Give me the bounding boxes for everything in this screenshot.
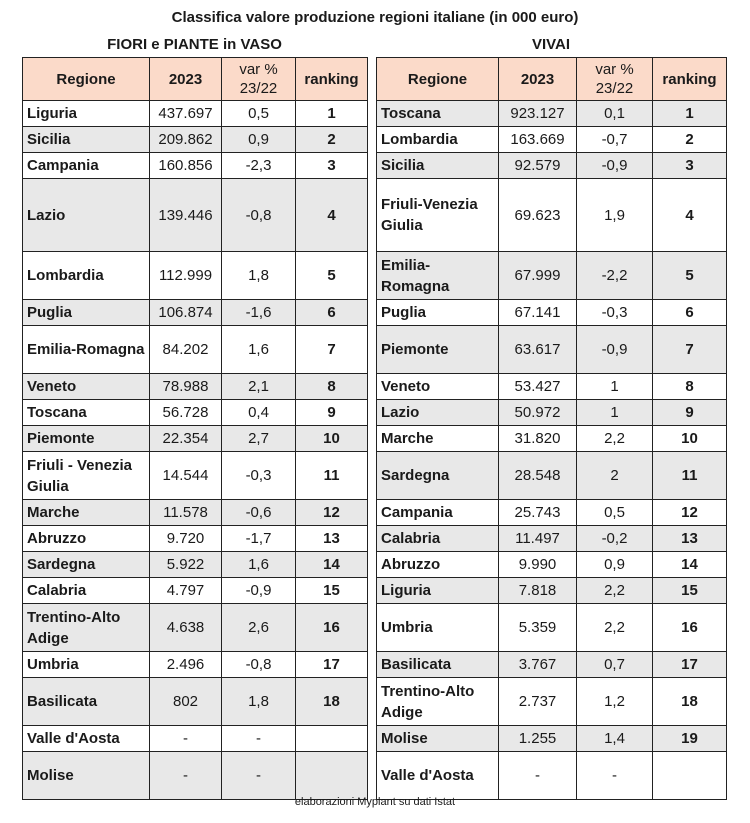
- table-row: [23, 752, 368, 800]
- region-cell: Calabria: [377, 526, 499, 552]
- table-row: [23, 426, 368, 452]
- table-row: [377, 752, 727, 800]
- region-cell: Puglia: [23, 300, 150, 326]
- var-cell: -0,9: [577, 153, 653, 179]
- rank-cell: 6: [653, 300, 727, 326]
- value-cell: 11.497: [499, 526, 577, 552]
- table-row: [377, 604, 727, 652]
- region-cell: Sicilia: [23, 127, 150, 153]
- region-cell: Piemonte: [23, 426, 150, 452]
- value-cell: 163.669: [499, 127, 577, 153]
- var-cell: -0,9: [577, 326, 653, 374]
- value-cell: 56.728: [150, 400, 222, 426]
- rank-cell: 19: [653, 726, 727, 752]
- region-cell: Calabria: [23, 578, 150, 604]
- table-row: [23, 179, 368, 252]
- header-ranking: ranking: [296, 58, 368, 101]
- region-cell: Trentino-Alto Adige: [377, 678, 499, 726]
- var-cell: 1: [577, 400, 653, 426]
- value-cell: 92.579: [499, 153, 577, 179]
- value-cell: 14.544: [150, 452, 222, 500]
- value-cell: 802: [150, 678, 222, 726]
- value-cell: 22.354: [150, 426, 222, 452]
- rank-cell: 2: [653, 127, 727, 153]
- var-cell: 0,9: [577, 552, 653, 578]
- rank-cell: 15: [296, 578, 368, 604]
- value-cell: -: [150, 726, 222, 752]
- rank-cell: 4: [296, 179, 368, 252]
- rank-cell: 12: [653, 500, 727, 526]
- rank-cell: 14: [296, 552, 368, 578]
- rank-cell: 8: [653, 374, 727, 400]
- value-cell: 11.578: [150, 500, 222, 526]
- value-cell: -: [499, 752, 577, 800]
- table-row: [23, 101, 368, 127]
- rank-cell: 12: [296, 500, 368, 526]
- table-row: [23, 578, 368, 604]
- page-title: Classifica valore produzione regioni italiane (in 000 euro): [171, 9, 579, 26]
- var-cell: -0,2: [577, 526, 653, 552]
- table-row: [377, 500, 727, 526]
- rank-cell: 5: [653, 252, 727, 300]
- region-cell: Lazio: [377, 400, 499, 426]
- header-var: [222, 58, 296, 101]
- var-cell: 1,4: [577, 726, 653, 752]
- rank-cell: 6: [296, 300, 368, 326]
- value-cell: 53.427: [499, 374, 577, 400]
- var-cell: -: [222, 752, 296, 800]
- region-cell: Umbria: [377, 604, 499, 652]
- var-cell: 1: [577, 374, 653, 400]
- header-year: 2023: [499, 58, 577, 101]
- rank-cell: [296, 726, 368, 752]
- var-cell: -0,8: [222, 652, 296, 678]
- header-var-line2: 23/22: [239, 80, 278, 97]
- value-cell: 4.638: [150, 604, 222, 652]
- var-cell: -1,7: [222, 526, 296, 552]
- rank-cell: 16: [296, 604, 368, 652]
- region-cell: Umbria: [23, 652, 150, 678]
- header-region: Regione: [377, 58, 499, 101]
- value-cell: 3.767: [499, 652, 577, 678]
- var-cell: 2,2: [577, 604, 653, 652]
- table-row: [377, 552, 727, 578]
- var-cell: 0,5: [577, 500, 653, 526]
- table-row: [377, 726, 727, 752]
- rank-cell: 3: [296, 153, 368, 179]
- rank-cell: [653, 752, 727, 800]
- var-cell: -0,8: [222, 179, 296, 252]
- vivai-table: [376, 57, 727, 800]
- table-row: [377, 101, 727, 127]
- source-footer: elaborazioni Myplant su dati Istat: [294, 796, 456, 808]
- rank-cell: 17: [653, 652, 727, 678]
- value-cell: 84.202: [150, 326, 222, 374]
- var-cell: -2,3: [222, 153, 296, 179]
- rank-cell: 7: [296, 326, 368, 374]
- var-cell: 2,6: [222, 604, 296, 652]
- region-cell: Molise: [377, 726, 499, 752]
- table-row: [23, 500, 368, 526]
- region-cell: Sardegna: [23, 552, 150, 578]
- table-row: [23, 300, 368, 326]
- value-cell: 50.972: [499, 400, 577, 426]
- var-cell: -0,6: [222, 500, 296, 526]
- value-cell: 160.856: [150, 153, 222, 179]
- table-row: [377, 300, 727, 326]
- rank-cell: 7: [653, 326, 727, 374]
- region-cell: Marche: [23, 500, 150, 526]
- var-cell: 1,8: [222, 252, 296, 300]
- region-cell: Sicilia: [377, 153, 499, 179]
- rank-cell: 13: [653, 526, 727, 552]
- header-row: [23, 58, 368, 101]
- region-cell: Emilia-Romagna: [23, 326, 150, 374]
- value-cell: 25.743: [499, 500, 577, 526]
- var-cell: 0,1: [577, 101, 653, 127]
- table-row: [23, 326, 368, 374]
- table-row: [23, 604, 368, 652]
- header-var-line1: var %: [595, 61, 634, 78]
- table-row: [377, 678, 727, 726]
- value-cell: 5.922: [150, 552, 222, 578]
- var-cell: -0,3: [222, 452, 296, 500]
- left-table-subtitle: FIORI e PIANTE in VASO: [107, 36, 282, 53]
- header-var-line2: 23/22: [595, 80, 634, 97]
- rank-cell: 1: [296, 101, 368, 127]
- region-cell: Basilicata: [377, 652, 499, 678]
- region-cell: Toscana: [23, 400, 150, 426]
- var-cell: 1,6: [222, 326, 296, 374]
- table-row: [23, 400, 368, 426]
- rank-cell: 10: [296, 426, 368, 452]
- region-cell: Emilia-Romagna: [377, 252, 499, 300]
- region-cell: Valle d'Aosta: [23, 726, 150, 752]
- region-cell: Veneto: [23, 374, 150, 400]
- region-cell: Friuli-Venezia Giulia: [377, 179, 499, 252]
- value-cell: 112.999: [150, 252, 222, 300]
- value-cell: 67.141: [499, 300, 577, 326]
- value-cell: 1.255: [499, 726, 577, 752]
- region-cell: Toscana: [377, 101, 499, 127]
- rank-cell: 2: [296, 127, 368, 153]
- region-cell: Marche: [377, 426, 499, 452]
- region-cell: Veneto: [377, 374, 499, 400]
- var-cell: 2,2: [577, 578, 653, 604]
- value-cell: 7.818: [499, 578, 577, 604]
- header-region: Regione: [23, 58, 150, 101]
- region-cell: Basilicata: [23, 678, 150, 726]
- value-cell: 28.548: [499, 452, 577, 500]
- rank-cell: 1: [653, 101, 727, 127]
- var-cell: 1,2: [577, 678, 653, 726]
- rank-cell: 5: [296, 252, 368, 300]
- var-cell: -: [577, 752, 653, 800]
- var-cell: 2,7: [222, 426, 296, 452]
- region-cell: Lazio: [23, 179, 150, 252]
- table-row: [377, 179, 727, 252]
- table-row: [377, 127, 727, 153]
- rank-cell: 16: [653, 604, 727, 652]
- rank-cell: 8: [296, 374, 368, 400]
- table-row: [23, 452, 368, 500]
- var-cell: 2: [577, 452, 653, 500]
- header-var-line1: var %: [239, 61, 278, 78]
- table-row: [377, 326, 727, 374]
- value-cell: 78.988: [150, 374, 222, 400]
- var-cell: 2,1: [222, 374, 296, 400]
- rank-cell: [296, 752, 368, 800]
- table-row: [377, 153, 727, 179]
- var-cell: -0,3: [577, 300, 653, 326]
- var-cell: 1,8: [222, 678, 296, 726]
- var-cell: 1,9: [577, 179, 653, 252]
- table-row: [23, 127, 368, 153]
- rank-cell: 9: [296, 400, 368, 426]
- var-cell: -0,9: [222, 578, 296, 604]
- region-cell: Lombardia: [23, 252, 150, 300]
- table-row: [377, 452, 727, 500]
- var-cell: -2,2: [577, 252, 653, 300]
- value-cell: 209.862: [150, 127, 222, 153]
- var-cell: -1,6: [222, 300, 296, 326]
- region-cell: Piemonte: [377, 326, 499, 374]
- table-row: [23, 726, 368, 752]
- value-cell: 9.720: [150, 526, 222, 552]
- table-row: [23, 252, 368, 300]
- value-cell: 9.990: [499, 552, 577, 578]
- rank-cell: 3: [653, 153, 727, 179]
- region-cell: Trentino-Alto Adige: [23, 604, 150, 652]
- var-cell: 2,2: [577, 426, 653, 452]
- header-ranking: ranking: [653, 58, 727, 101]
- value-cell: 2.496: [150, 652, 222, 678]
- var-cell: 0,5: [222, 101, 296, 127]
- rank-cell: 11: [296, 452, 368, 500]
- var-cell: -: [222, 726, 296, 752]
- table-row: [377, 374, 727, 400]
- rank-cell: 13: [296, 526, 368, 552]
- value-cell: 106.874: [150, 300, 222, 326]
- region-cell: Liguria: [23, 101, 150, 127]
- var-cell: -0,7: [577, 127, 653, 153]
- value-cell: 67.999: [499, 252, 577, 300]
- value-cell: 5.359: [499, 604, 577, 652]
- region-cell: Molise: [23, 752, 150, 800]
- header-row: [377, 58, 727, 101]
- region-cell: Puglia: [377, 300, 499, 326]
- rank-cell: 11: [653, 452, 727, 500]
- region-cell: Abruzzo: [377, 552, 499, 578]
- value-cell: 437.697: [150, 101, 222, 127]
- table-row: [23, 652, 368, 678]
- value-cell: 69.623: [499, 179, 577, 252]
- rank-cell: 18: [296, 678, 368, 726]
- table-row: [377, 252, 727, 300]
- table-row: [23, 374, 368, 400]
- right-table-subtitle: VIVAI: [531, 36, 571, 53]
- header-year: 2023: [150, 58, 222, 101]
- table-row: [23, 552, 368, 578]
- table-row: [377, 426, 727, 452]
- value-cell: -: [150, 752, 222, 800]
- rank-cell: 17: [296, 652, 368, 678]
- rank-cell: 9: [653, 400, 727, 426]
- value-cell: 4.797: [150, 578, 222, 604]
- region-cell: Valle d'Aosta: [377, 752, 499, 800]
- rank-cell: 14: [653, 552, 727, 578]
- region-cell: Lombardia: [377, 127, 499, 153]
- table-row: [377, 526, 727, 552]
- table-row: [23, 526, 368, 552]
- region-cell: Friuli - Venezia Giulia: [23, 452, 150, 500]
- table-row: [23, 678, 368, 726]
- region-cell: Campania: [377, 500, 499, 526]
- header-var: [577, 58, 653, 101]
- value-cell: 139.446: [150, 179, 222, 252]
- value-cell: 31.820: [499, 426, 577, 452]
- region-cell: Liguria: [377, 578, 499, 604]
- var-cell: 0,9: [222, 127, 296, 153]
- rank-cell: 18: [653, 678, 727, 726]
- rank-cell: 15: [653, 578, 727, 604]
- region-cell: Abruzzo: [23, 526, 150, 552]
- var-cell: 1,6: [222, 552, 296, 578]
- rank-cell: 4: [653, 179, 727, 252]
- fiori-piante-table: [22, 57, 368, 800]
- region-cell: Campania: [23, 153, 150, 179]
- table-row: [377, 652, 727, 678]
- table-row: [23, 153, 368, 179]
- var-cell: 0,7: [577, 652, 653, 678]
- table-row: [377, 578, 727, 604]
- value-cell: 923.127: [499, 101, 577, 127]
- rank-cell: 10: [653, 426, 727, 452]
- var-cell: 0,4: [222, 400, 296, 426]
- table-row: [377, 400, 727, 426]
- value-cell: 2.737: [499, 678, 577, 726]
- region-cell: Sardegna: [377, 452, 499, 500]
- value-cell: 63.617: [499, 326, 577, 374]
